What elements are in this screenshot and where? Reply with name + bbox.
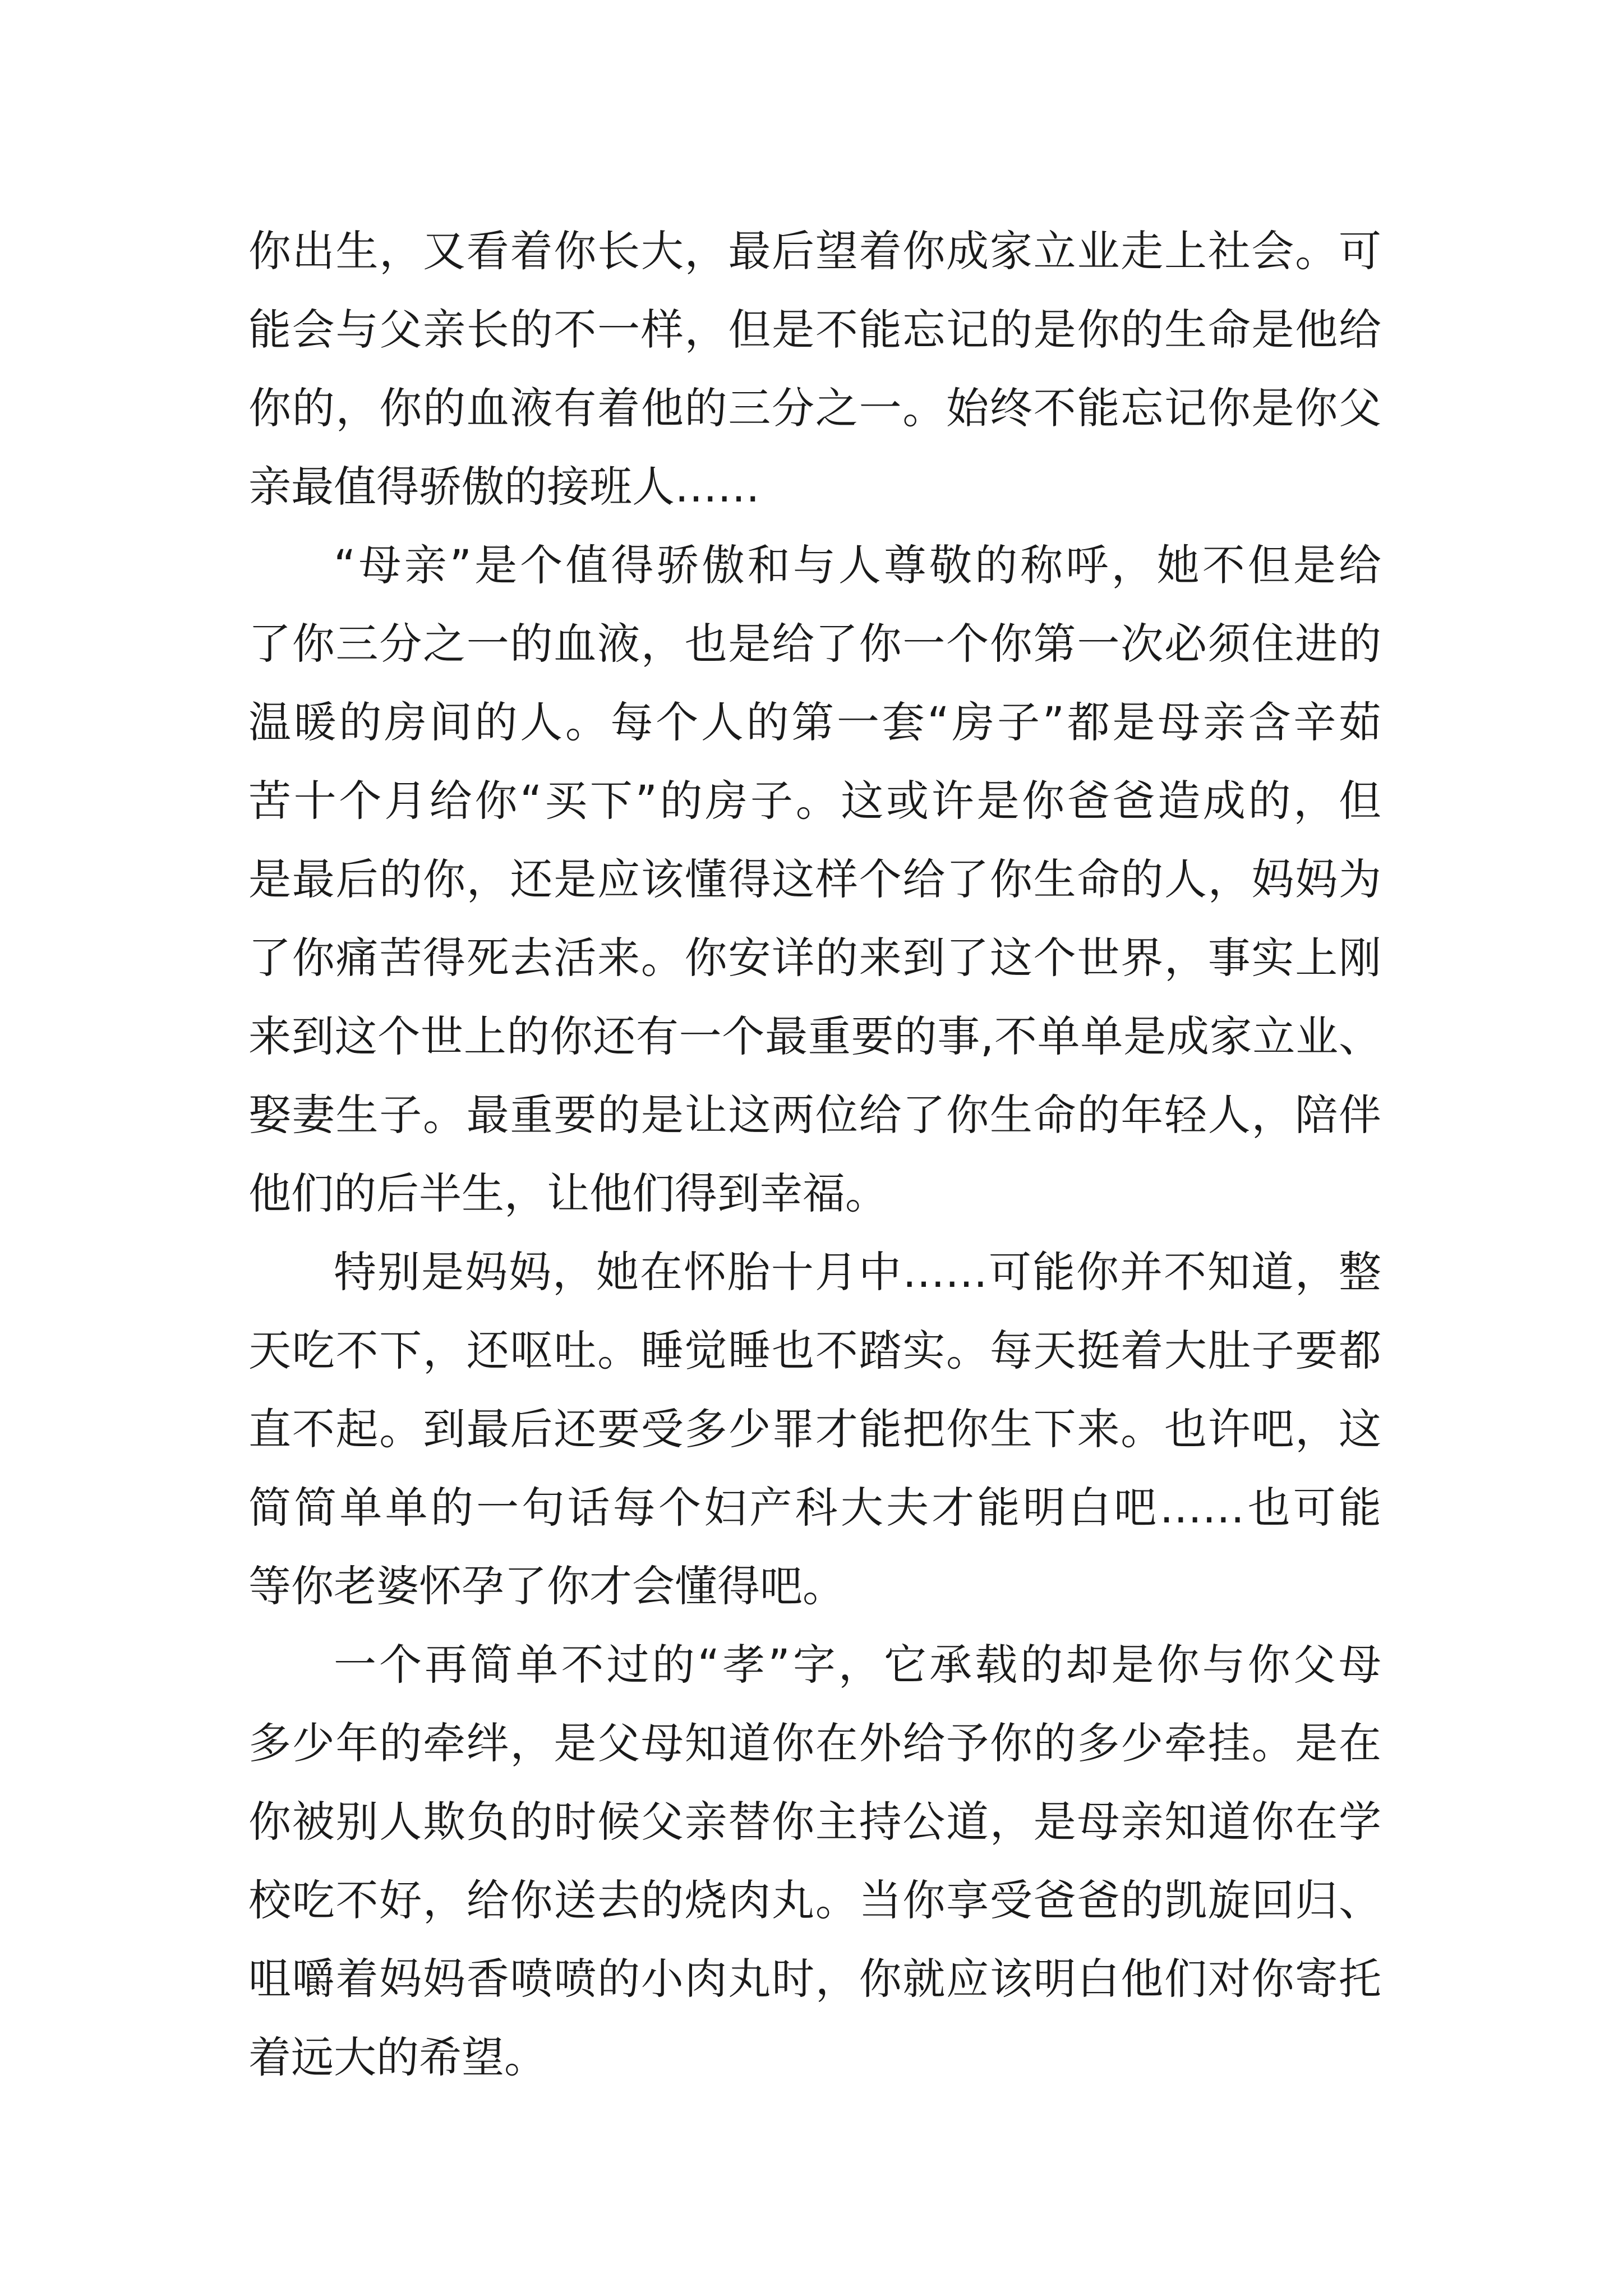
text-line: 你被别人欺负的时候父亲替你主持公道，是母亲知道你在学 (248, 1797, 1381, 1847)
text-line: 苦十个月给你“买下”的房子。这或许是你爸爸造成的，但 (248, 776, 1381, 826)
text-line: 校吃不好，给你送去的烧肉丸。当你享受爸爸的凯旋回归、 (248, 1875, 1381, 1925)
text-line: 简简单单的一句话每个妇产科大夫才能明白吧……也可能 (248, 1483, 1381, 1533)
text-line: 亲最值得骄傲的接班人…… (248, 462, 760, 512)
text-line: 温暖的房间的人。每个人的第一套“房子”都是母亲含辛茹 (248, 697, 1381, 747)
text-line: 等你老婆怀孕了你才会懂得吧。 (248, 1561, 845, 1611)
paragraph-first-line: “母亲”是个值得骄傲和与人尊敬的称呼，她不但是给 (334, 540, 1381, 590)
text-line: 天吃不下，还呕吐。睡觉睡也不踏实。每天挺着大肚子要都 (248, 1326, 1381, 1375)
paragraph-first-line: 一个再简单不过的“孝”字，它承载的却是你与你父母 (334, 1640, 1381, 1690)
text-line: 了你三分之一的血液，也是给了你一个你第一次必须住进的 (248, 619, 1381, 669)
text-line: 你出生，又看着你长大，最后望着你成家立业走上社会。可 (248, 226, 1381, 276)
paragraph-first-line: 特别是妈妈，她在怀胎十月中……可能你并不知道，整 (334, 1247, 1381, 1297)
text-line: 他们的后半生，让他们得到幸福。 (248, 1168, 888, 1218)
text-line: 你的，你的血液有着他的三分之一。始终不能忘记你是你父 (248, 383, 1381, 433)
body-text (248, 212, 1381, 2097)
text-line: 直不起。到最后还要受多少罪才能把你生下来。也许吧，这 (248, 1404, 1381, 1454)
text-line: 多少年的牵绊，是父母知道你在外给予你的多少牵挂。是在 (248, 1718, 1381, 1768)
text-line: 能会与父亲长的不一样，但是不能忘记的是你的生命是他给 (248, 305, 1381, 355)
text-line: 了你痛苦得死去活来。你安详的来到了这个世界，事实上刚 (248, 933, 1381, 983)
text-line: 是最后的你，还是应该懂得这样个给了你生命的人，妈妈为 (248, 854, 1381, 904)
text-line: 着远大的希望。 (248, 2032, 547, 2082)
text-line: 娶妻生子。最重要的是让这两位给了你生命的年轻人，陪伴 (248, 1090, 1381, 1140)
text-line: 咀嚼着妈妈香喷喷的小肉丸时，你就应该明白他们对你寄托 (248, 1954, 1381, 2004)
text-line: 来到这个世上的你还有一个最重要的事,不单单是成家立业、 (248, 1011, 1381, 1061)
